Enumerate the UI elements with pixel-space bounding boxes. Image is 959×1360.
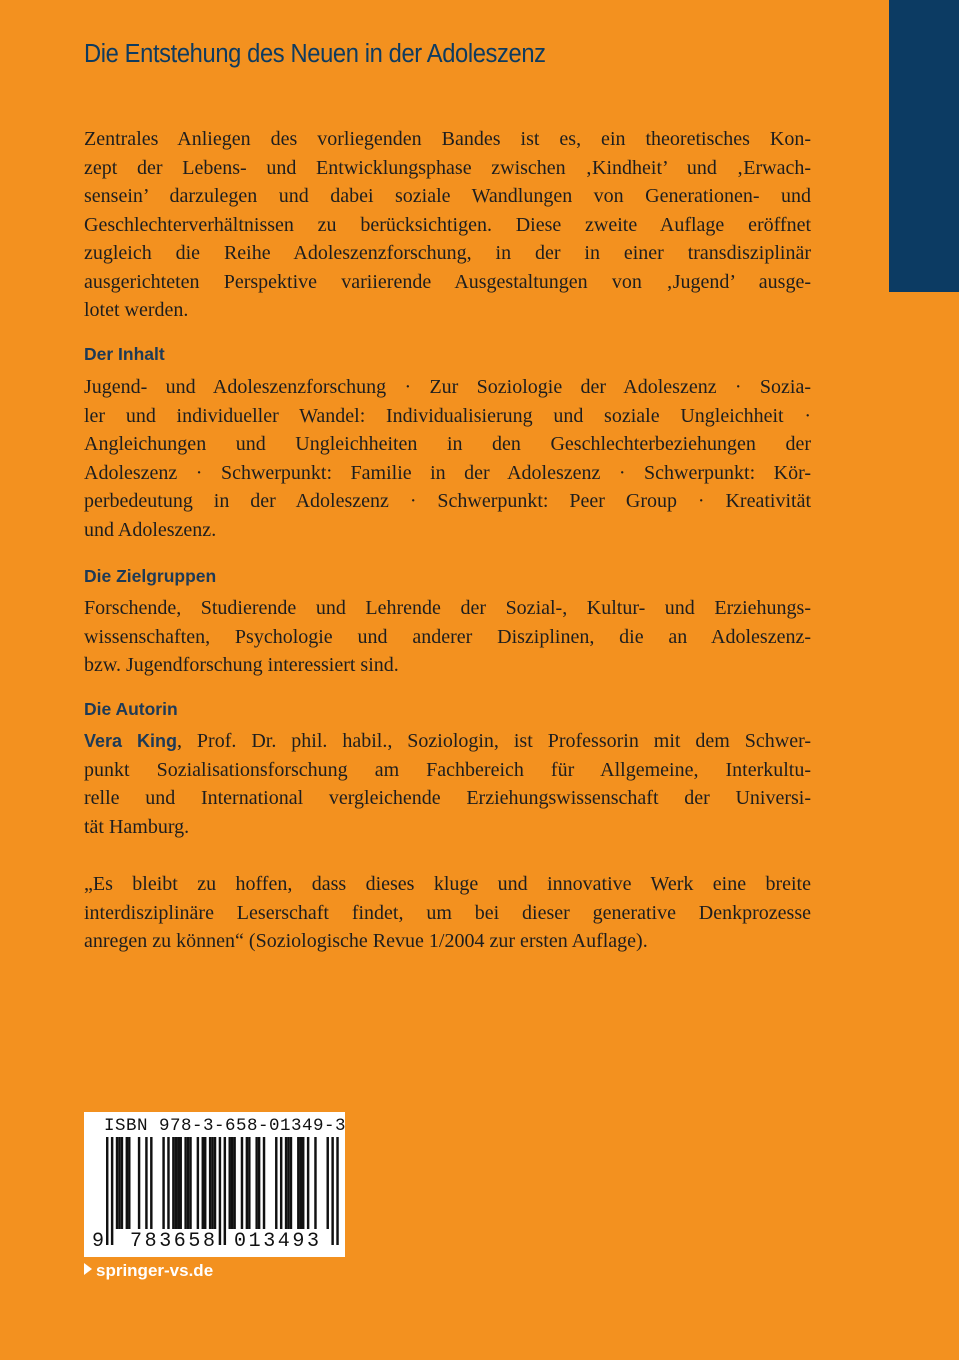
barcode-bar bbox=[258, 1137, 260, 1229]
barcode-bar bbox=[231, 1137, 233, 1229]
barcode-bar bbox=[275, 1137, 277, 1229]
intro-line: Geschlechterverhältnissen zu berücksichtigen. Diese zweite Auflage eröffnet bbox=[84, 213, 811, 236]
barcode-bar bbox=[331, 1137, 333, 1245]
author-name: Vera King bbox=[84, 731, 177, 751]
barcode-bar bbox=[246, 1137, 248, 1229]
heading-autorin: Die Autorin bbox=[84, 699, 178, 719]
quote-line: anregen zu können“ (Soziologische Revue 1/2004 zur ersten Auflage). bbox=[84, 930, 648, 952]
barcode-bar bbox=[150, 1137, 152, 1229]
zielgruppen-line: wissenschaften, Psychologie und anderer Disziplinen, die an Adoleszenz- bbox=[84, 625, 811, 648]
barcode-lead-digit: 9 bbox=[92, 1230, 105, 1253]
autorin-line bbox=[84, 727, 811, 756]
barcode-bar bbox=[297, 1137, 299, 1229]
barcode-bar bbox=[214, 1137, 216, 1229]
barcode-bar bbox=[180, 1137, 182, 1229]
barcode-bar bbox=[307, 1137, 309, 1229]
barcode-bar bbox=[138, 1137, 140, 1229]
barcode-bar bbox=[287, 1137, 289, 1229]
barcode-bar bbox=[128, 1137, 130, 1229]
barcode-bar bbox=[197, 1137, 199, 1229]
barcode-bar bbox=[209, 1137, 211, 1229]
barcode-right-digits: 013493 bbox=[234, 1230, 322, 1253]
intro-line: lotet werden. bbox=[84, 299, 189, 321]
zielgruppen-line: bzw. Jugendforschung interessiert sind. bbox=[84, 654, 399, 676]
heading-zielgruppen: Die Zielgruppen bbox=[84, 566, 217, 586]
barcode-bar bbox=[327, 1137, 329, 1229]
isbn-barcode bbox=[84, 1112, 345, 1257]
review-quote bbox=[84, 870, 811, 956]
barcode-bar bbox=[263, 1137, 265, 1229]
barcode-bar bbox=[219, 1137, 221, 1245]
inhalt-line: Jugend- und Adoleszenzforschung · Zur Soziologie der Adoleszenz · Sozia- bbox=[84, 376, 811, 398]
intro-line: zugleich die Reihe Adoleszenzforschung, in der in einer transdisziplinär bbox=[84, 242, 811, 264]
barcode-bar bbox=[300, 1137, 302, 1229]
barcode-bar bbox=[187, 1137, 189, 1229]
barcode-bar bbox=[248, 1137, 250, 1229]
accent-bar bbox=[889, 0, 959, 292]
publisher-url: springer-vs.de bbox=[96, 1261, 214, 1280]
barcode-bar bbox=[202, 1137, 204, 1229]
zielgruppen-paragraph bbox=[84, 594, 811, 680]
arrow-right-icon bbox=[84, 1263, 92, 1275]
isbn-label: ISBN 978-3-658-01349-3 bbox=[104, 1116, 347, 1136]
intro-line: sensein’ darzulegen und dabei soziale Wandlungen von Generationen- und bbox=[84, 185, 811, 207]
barcode-bar bbox=[118, 1137, 120, 1229]
intro-line: ausgerichteten Perspektive variierende Ausgestaltungen von ‚Jugend’ ausge- bbox=[84, 270, 811, 293]
barcode-bar bbox=[314, 1137, 316, 1229]
inhalt-line: Adoleszenz · Schwerpunkt: Familie in der Adoleszenz · Schwerpunkt: Kör- bbox=[84, 461, 811, 484]
barcode-bar bbox=[111, 1137, 113, 1245]
barcode-bar bbox=[145, 1137, 147, 1229]
publisher-link[interactable] bbox=[84, 1261, 213, 1281]
intro-paragraph bbox=[84, 125, 811, 325]
quote-line: interdisziplinäre Leserschaft findet, um bei dieser generative Denkprozesse bbox=[84, 901, 811, 924]
zielgruppen-line: Forschende, Studierende und Lehrende der Sozial-, Kultur- und Erziehungs- bbox=[84, 597, 811, 619]
barcode-bar bbox=[241, 1137, 243, 1229]
barcode-bar bbox=[172, 1137, 174, 1229]
barcode-bar bbox=[290, 1137, 292, 1229]
barcode-bar bbox=[121, 1137, 123, 1229]
barcode-bar bbox=[336, 1137, 338, 1245]
quote-line: „Es bleibt zu hoffen, dass dieses kluge und innovative Werk eine breite bbox=[84, 873, 811, 895]
inhalt-line: und Adoleszenz. bbox=[84, 518, 217, 541]
autorin-line: tät Hamburg. bbox=[84, 815, 190, 838]
barcode-bar bbox=[255, 1137, 257, 1229]
intro-line: zept der Lebens- und Entwicklungsphase zwischen ‚Kindheit’ und ‚Erwach- bbox=[84, 156, 811, 179]
heading-inhalt: Der Inhalt bbox=[84, 344, 165, 364]
barcode-bar bbox=[177, 1137, 179, 1229]
barcode-bar bbox=[189, 1137, 191, 1229]
barcode-bar bbox=[233, 1137, 235, 1229]
barcode-bar bbox=[106, 1137, 108, 1245]
autorin-line: punkt Sozialisationsforschung am Fachbereich für Allgemeine, Interkultu- bbox=[84, 758, 811, 781]
barcode-bar bbox=[116, 1137, 118, 1229]
barcode-bar bbox=[126, 1137, 128, 1229]
barcode-bar bbox=[162, 1137, 164, 1229]
autorin-paragraph bbox=[84, 727, 811, 841]
barcode-bar bbox=[224, 1137, 226, 1245]
barcode-bar bbox=[167, 1137, 169, 1229]
barcode-bar bbox=[204, 1137, 206, 1229]
inhalt-line: ler und individueller Wandel: Individualisierung und soziale Ungleichheit · bbox=[84, 404, 811, 427]
barcode-left-digits: 783658 bbox=[130, 1230, 218, 1253]
barcode-bar bbox=[211, 1137, 213, 1229]
author-bio-start: , Prof. Dr. phil. habil., Soziologin, ist Professorin mit dem Schwer- bbox=[176, 730, 812, 752]
inhalt-line: perbedeutung in der Adoleszenz · Schwerpunkt: Peer Group · Kreativität bbox=[84, 490, 811, 512]
inhalt-paragraph bbox=[84, 373, 811, 544]
barcode-bar bbox=[229, 1137, 231, 1229]
barcode-bar bbox=[175, 1137, 177, 1229]
barcode-bar bbox=[184, 1137, 186, 1229]
barcode-bar bbox=[280, 1137, 282, 1229]
book-title: Die Entstehung des Neuen in der Adoleszenz bbox=[84, 40, 546, 68]
intro-line: Zentrales Anliegen des vorliegenden Bandes ist es, ein theoretisches Kon- bbox=[84, 128, 811, 150]
barcode-bar bbox=[285, 1137, 287, 1229]
barcode-bar bbox=[302, 1137, 304, 1229]
autorin-line: relle und International vergleichende Erziehungswissenschaft der Universi- bbox=[84, 787, 811, 809]
inhalt-line: Angleichungen und Ungleichheiten in den Geschlechterbeziehungen der bbox=[84, 433, 811, 455]
